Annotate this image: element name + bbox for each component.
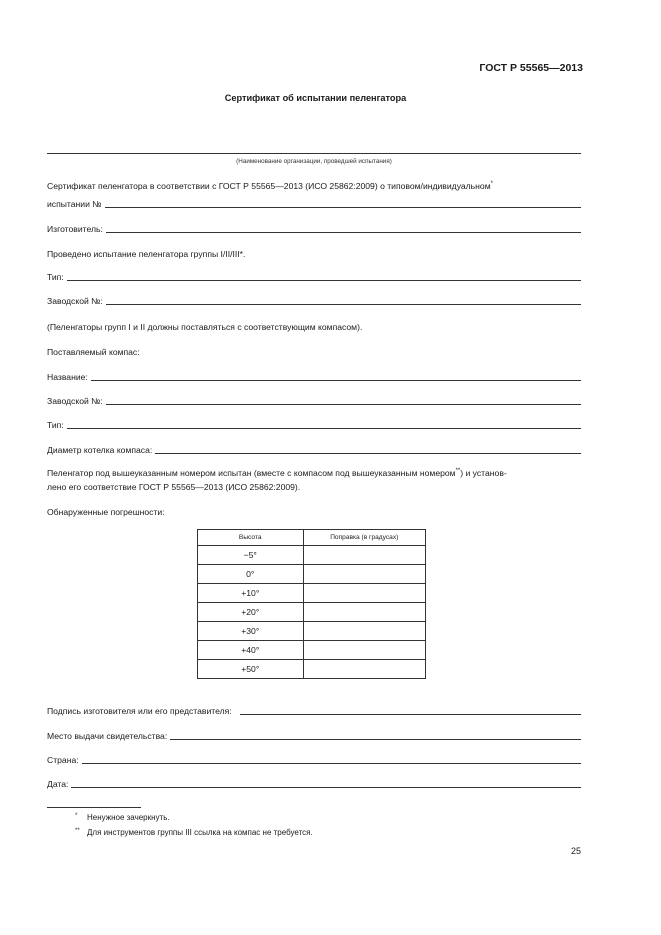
- height-cell: +10°: [198, 584, 304, 603]
- table-row: [198, 660, 426, 679]
- footnote-2: [47, 828, 313, 837]
- manufacturer-field[interactable]: [47, 224, 581, 234]
- signature-label: Подпись изготовителя или его представителя:: [47, 706, 232, 716]
- test-number-field[interactable]: [47, 199, 581, 209]
- organization-caption: (Наименование организации, проведшей испытания): [236, 158, 392, 165]
- page-title: Сертификат об испытании пеленгатора: [224, 93, 407, 103]
- height-cell: +30°: [198, 622, 304, 641]
- date-field[interactable]: [47, 779, 581, 789]
- footnote-mark: **: [455, 468, 461, 475]
- errors-table: [197, 529, 426, 679]
- footnote-divider: [47, 807, 141, 808]
- conformity-statement: [47, 468, 507, 478]
- type-line[interactable]: [67, 272, 581, 281]
- group-test-text: Проведено испытание пеленгатора группы I/II/III*.: [47, 249, 246, 259]
- type-field[interactable]: [47, 272, 581, 282]
- bowl-diameter-field[interactable]: [47, 445, 581, 455]
- signature-field[interactable]: [47, 706, 581, 716]
- height-cell: 0°: [198, 565, 304, 584]
- issue-place-label: Место выдачи свидетельства:: [47, 731, 168, 741]
- table-row: [198, 622, 426, 641]
- manufacturer-label: Изготовитель:: [47, 224, 103, 234]
- correction-cell[interactable]: [303, 660, 425, 679]
- test-number-line[interactable]: [105, 199, 582, 208]
- test-number-label: испытании №: [47, 199, 102, 209]
- correction-cell[interactable]: [303, 603, 425, 622]
- footnote-text: Для инструментов группы III ссылка на компас не требуется.: [87, 828, 313, 837]
- date-label: Дата:: [47, 779, 69, 789]
- bowl-diameter-line[interactable]: [155, 445, 581, 454]
- table-header-row: [198, 530, 426, 546]
- issue-place-field[interactable]: [47, 731, 581, 741]
- correction-cell[interactable]: [303, 565, 425, 584]
- statement-text-end: ) и установ-: [460, 468, 507, 478]
- certificate-intro: [47, 181, 493, 191]
- table-row: [198, 546, 426, 565]
- manufacturer-line[interactable]: [106, 224, 581, 233]
- serial-line[interactable]: [106, 296, 581, 305]
- footnote-1: [47, 813, 170, 822]
- serial-label: Заводской №:: [47, 296, 103, 306]
- compass-serial-label: Заводской №:: [47, 396, 103, 406]
- conformity-statement-line2: лено его соответствие ГОСТ Р 55565—2013 (ИСО 25862:2009).: [47, 482, 301, 492]
- compass-note: (Пеленгаторы групп I и II должны поставляться с соответствующим компасом).: [47, 322, 363, 332]
- compass-type-label: Тип:: [47, 420, 64, 430]
- issue-place-line[interactable]: [170, 731, 581, 740]
- certificate-intro-text: Сертификат пеленгатора в соответствии с ГОСТ Р 55565—2013 (ИСО 25862:2009) о типовом/индивидуальном: [47, 181, 491, 191]
- organization-name-line[interactable]: [47, 153, 581, 154]
- compass-name-field[interactable]: [47, 372, 581, 382]
- footnote-mark: *: [75, 813, 78, 819]
- statement-text: Пеленгатор под вышеуказанным номером испытан (вместе с компасом под вышеуказанным номером: [47, 468, 456, 478]
- compass-type-line[interactable]: [67, 420, 581, 429]
- compass-serial-field[interactable]: [47, 396, 581, 406]
- height-cell: +20°: [198, 603, 304, 622]
- table-row: [198, 603, 426, 622]
- compass-type-field[interactable]: [47, 420, 581, 430]
- correction-cell[interactable]: [303, 641, 425, 660]
- height-cell: −5°: [198, 546, 304, 565]
- date-line[interactable]: [71, 779, 581, 788]
- serial-field[interactable]: [47, 296, 581, 306]
- height-cell: +40°: [198, 641, 304, 660]
- page-number: 25: [570, 846, 581, 856]
- table-row: [198, 584, 426, 603]
- compass-name-label: Название:: [47, 372, 88, 382]
- compass-name-line[interactable]: [91, 372, 581, 381]
- correction-cell[interactable]: [303, 622, 425, 641]
- footnote-text: Ненужное зачеркнуть.: [87, 813, 170, 822]
- table-row: [198, 641, 426, 660]
- errors-label: Обнаруженные погрешности:: [47, 507, 165, 517]
- column-header-height: Высота: [198, 530, 304, 546]
- footnote-mark: *: [490, 181, 493, 188]
- height-cell: +50°: [198, 660, 304, 679]
- signature-line[interactable]: [240, 706, 581, 715]
- standard-number: ГОСТ Р 55565—2013: [479, 62, 583, 74]
- column-header-correction: Поправка (в градусах): [303, 530, 425, 546]
- bowl-diameter-label: Диаметр котелка компаса:: [47, 445, 153, 455]
- correction-cell[interactable]: [303, 546, 425, 565]
- correction-cell[interactable]: [303, 584, 425, 603]
- type-label: Тип:: [47, 272, 64, 282]
- footnote-mark: **: [75, 828, 80, 834]
- table-row: [198, 565, 426, 584]
- country-field[interactable]: [47, 755, 581, 765]
- country-label: Страна:: [47, 755, 79, 765]
- country-line[interactable]: [82, 755, 581, 764]
- compass-serial-line[interactable]: [106, 396, 581, 405]
- supplied-compass-label: Поставляемый компас:: [47, 347, 140, 357]
